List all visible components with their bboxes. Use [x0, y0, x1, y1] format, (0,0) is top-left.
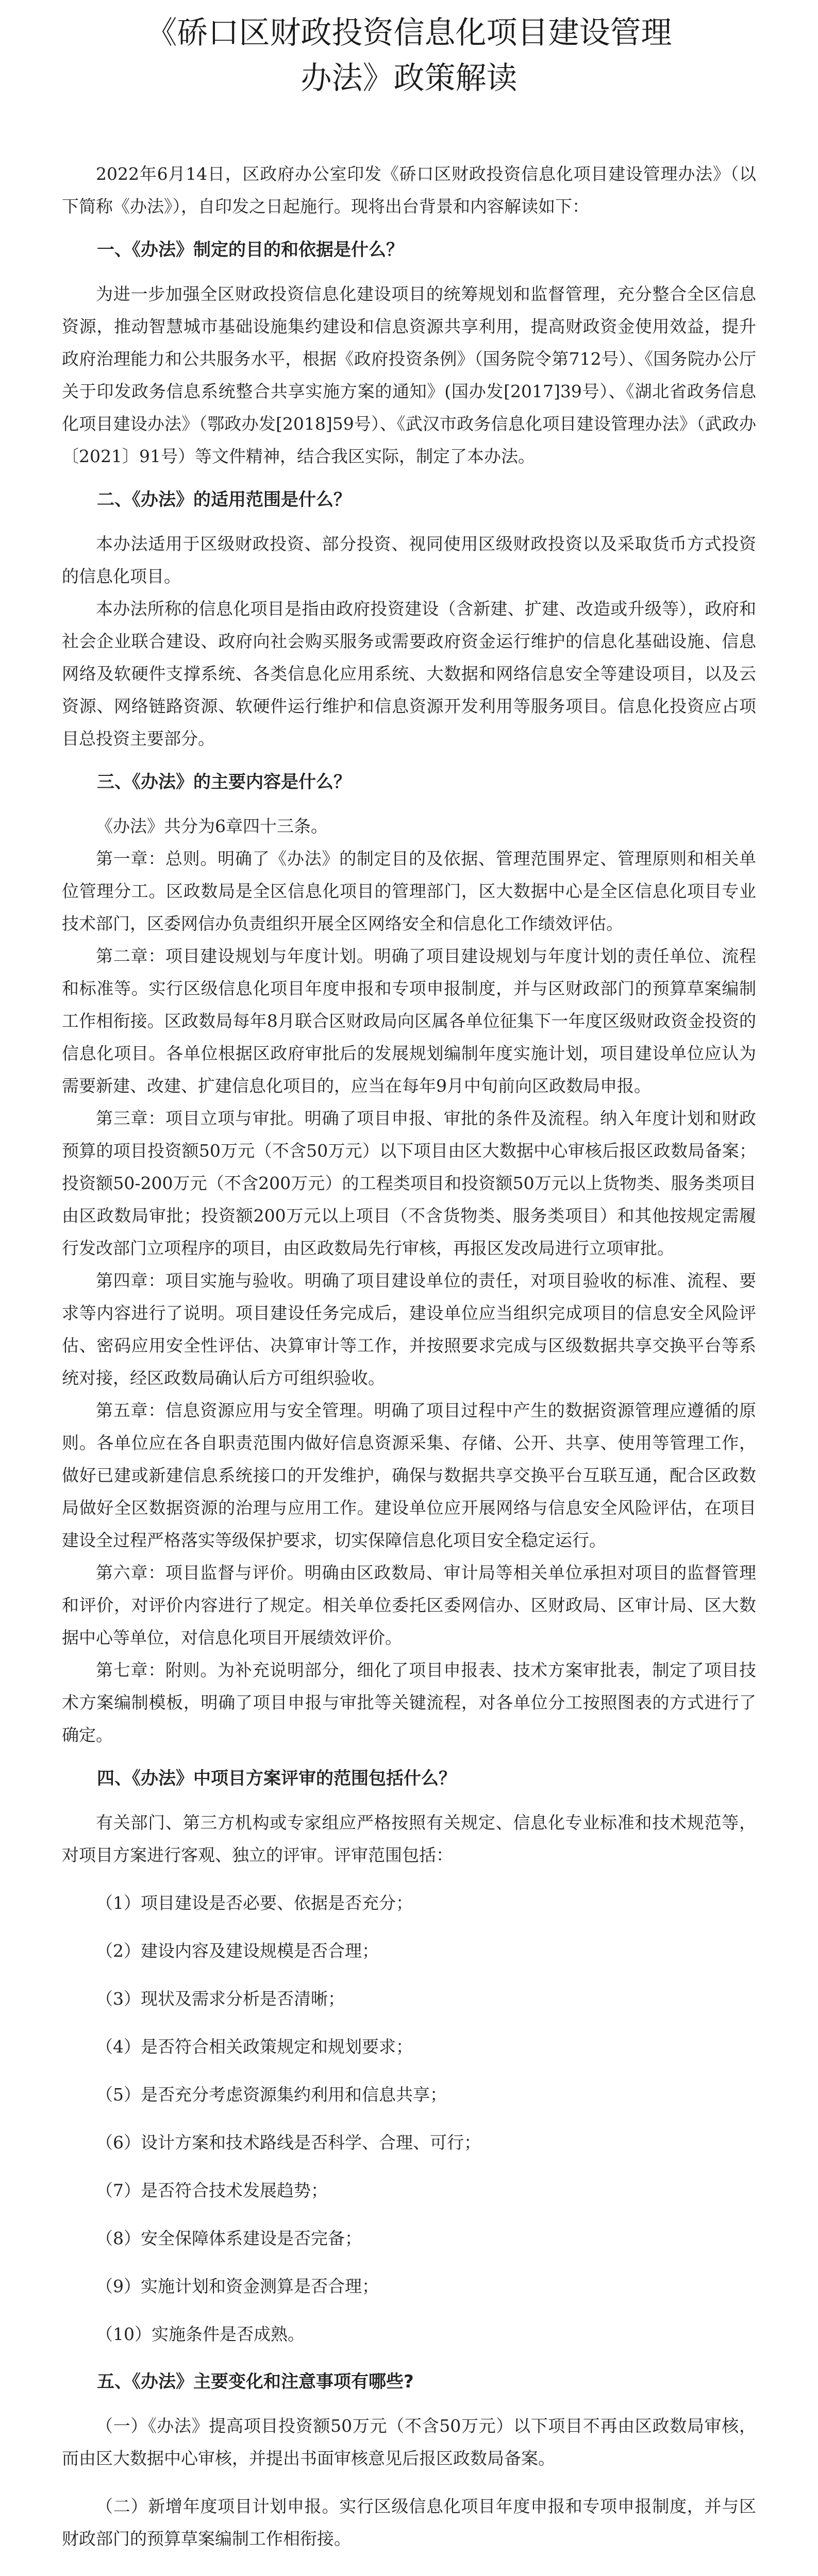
intro-paragraph: 2022年6月14日，区政府办公室印发《硚口区财政投资信息化项目建设管理办法》（以下简称《办法》），自印发之日起施行。现将出台背景和内容解读如下： — [62, 164, 756, 216]
review-scope-item: （6）设计方案和技术路线是否科学、合理、可行； — [96, 2132, 481, 2153]
review-scope-list — [62, 1887, 756, 2350]
change-item-2: （二）新增年度项目计划申报。实行区级信息化项目年度申报和专项申报制度，并与区财政部门的预算草案编制工作相衔接。 — [62, 2496, 756, 2549]
review-scope-item: （9）实施计划和资金测算是否合理； — [96, 2276, 379, 2296]
change-item-3 — [62, 2570, 756, 2576]
review-scope-item: （3）现状及需求分析是否清晰； — [96, 1989, 345, 2009]
section-3-paragraph: 《办法》共分为6章四十三条。 — [96, 816, 328, 836]
review-scope-item: （1）项目建设是否必要、依据是否充分； — [96, 1893, 413, 1913]
chapter-5-paragraph: 第五章：信息资源应用与安全管理。明确了项目过程中产生的数据资源管理应遵循的原则。各单位应在各自职责范围内做好信息资源采集、存储、公开、共享、使用等管理工作，做好已建或新建信息系统接口的开发维护，确保与数据共享交换平台互联互通，配合区政数局做好全区数据资源的治理与应用工作。建设单位应开展网络与信息安全风险评估，在项目建设全过程严格落实等级保护要求，切实保障信息化项目安全稳定运行。 — [62, 1400, 756, 1550]
chapter-7-paragraph: 第七章：附则。为补充说明部分，细化了项目申报表、技术方案审批表，制定了项目技术方案编制模板，明确了项目申报与审批等关键流程，对各单位分工按照图表的方式进行了确定。 — [62, 1660, 756, 1745]
review-scope-item: （5）是否充分考虑资源集约利用和信息共享； — [96, 2084, 447, 2105]
chapter-3-paragraph: 第三章：项目立项与审批。明确了项目申报、审批的条件及流程。纳入年度计划和财政预算的项目投资额50万元（不含50万元）以下项目由区大数据中心审核后报区政数局备案；投资额50-200万元（不含200万元）的工程类项目和投资额50万元以上货物类、服务类项目由区政数局审批；投资额200万元以上项目（不含货物类、服务类项目）和其他按规定需履行发改部门立项程序的项目，由区政数局先行审核，再报区发改局进行立项审批。 — [62, 1108, 756, 1258]
section-4-paragraph: 有关部门、第三方机构或专家组应严格按照有关规定、信息化专业标准和技术规范等，对项目方案进行客观、独立的评审。评审范围包括： — [62, 1812, 756, 1865]
section-3-heading: 三、《办法》的主要内容是什么？ — [97, 772, 351, 792]
title-line-1: 《硚口区财政投资信息化项目建设管理 — [146, 15, 672, 51]
section-1-heading: 一、《办法》制定的目的和依据是什么？ — [97, 240, 404, 260]
review-scope-item: （10）实施条件是否成熟。 — [96, 2324, 305, 2344]
review-scope-item: （7）是否符合技术发展趋势； — [96, 2180, 328, 2200]
chapter-4-paragraph: 第四章：项目实施与验收。明确了项目建设单位的责任，对项目验收的标准、流程、要求等内容进行了说明。项目建设任务完成后，建设单位应当组织完成项目的信息安全风险评估、密码应用安全性评估、决算审计等工作，并按照要求完成与区级数据共享交换平台等系统对接，经区政数局确认后方可组织验收。 — [62, 1270, 756, 1388]
chapter-6-paragraph: 第六章：项目监督与评价。明确由区政数局、审计局等相关单位承担对项目的监督管理和评价，对评价内容进行了规定。相关单位委托区委网信办、区财政局、区审计局、区大数据中心等单位，对信息化项目开展绩效评价。 — [62, 1563, 756, 1648]
review-scope-item: （4）是否符合相关政策规定和规划要求； — [96, 2037, 413, 2057]
review-scope-item: （2）建设内容及建设规模是否合理； — [96, 1941, 379, 1961]
title-line-2: 办法》政策解读 — [301, 60, 517, 96]
section-1-paragraph: 为进一步加强全区财政投资信息化建设项目的统筹规划和监督管理，充分整合全区信息资源，推动智慧城市基础设施集约建设和信息资源共享利用，提高财政资金使用效益，提升政府治理能力和公共服务水平，根据《政府投资条例》（国务院令第712号）、《国务院办公厅关于印发政务信息系统整合共享实施方案的通知》(国办发[2017]39号）、《湖北省政务信息化项目建设办法》（鄂政办发[2018]59号）、《武汉市政务信息化项目建设管理办法》（武政办〔2021〕91号）等文件精神，结合我区实际，制定了本办法。 — [62, 284, 756, 466]
section-2-paragraph: 本办法适用于区级财政投资、部分投资、视同使用区级财政投资以及采取货币方式投资的信息化项目。 — [62, 534, 756, 586]
document-title — [62, 10, 756, 101]
chapter-1-paragraph: 第一章：总则。明确了《办法》的制定目的及依据、管理范围界定、管理原则和相关单位管理分工。区政数局是全区信息化项目的管理部门，区大数据中心是全区信息化项目专业技术部门，区委网信办负责组织开展全区网络安全和信息化工作绩效评估。 — [62, 849, 756, 934]
chapter-2-paragraph: 第二章：项目建设规划与年度计划。明确了项目建设规划与年度计划的责任单位、流程和标准等。实行区级信息化项目年度申报和专项申报制度，并与区财政部门的预算草案编制工作相衔接。区政数局每年8月联合区财政局向区属各单位征集下一年度区级财政资金投资的信息化项目。各单位根据区政府审批后的发展规划编制年度实施计划，项目建设单位应认为需要新建、改建、扩建信息化项目的，应当在每年9月中旬前向区政数局申报。 — [62, 946, 756, 1096]
section-5-heading: 五、《办法》主要变化和注意事项有哪些? — [97, 2371, 414, 2392]
review-scope-item: （8）安全保障体系建设是否完备； — [96, 2228, 362, 2248]
section-2-heading: 二、《办法》的适用范围是什么？ — [97, 489, 351, 510]
section-4-heading: 四、《办法》中项目方案评审的范围包括什么？ — [97, 1768, 456, 1789]
section-2-paragraph: 本办法所称的信息化项目是指由政府投资建设（含新建、扩建、改造或升级等），政府和社会企业联合建设、政府向社会购买服务或需要政府资金运行维护的信息化基础设施、信息网络及软硬件支撑系统、各类信息化应用系统、大数据和网络信息安全等建设项目，以及云资源、网络链路资源、软硬件运行维护和信息资源开发利用等服务项目。信息化投资应占项目总投资主要部分。 — [62, 599, 756, 749]
change-item-1: （一）《办法》提高项目投资额50万元（不含50万元）以下项目不再由区政数局审核，而由区大数据中心审核，并提出书面审核意见后报区政数局备案。 — [62, 2416, 756, 2468]
